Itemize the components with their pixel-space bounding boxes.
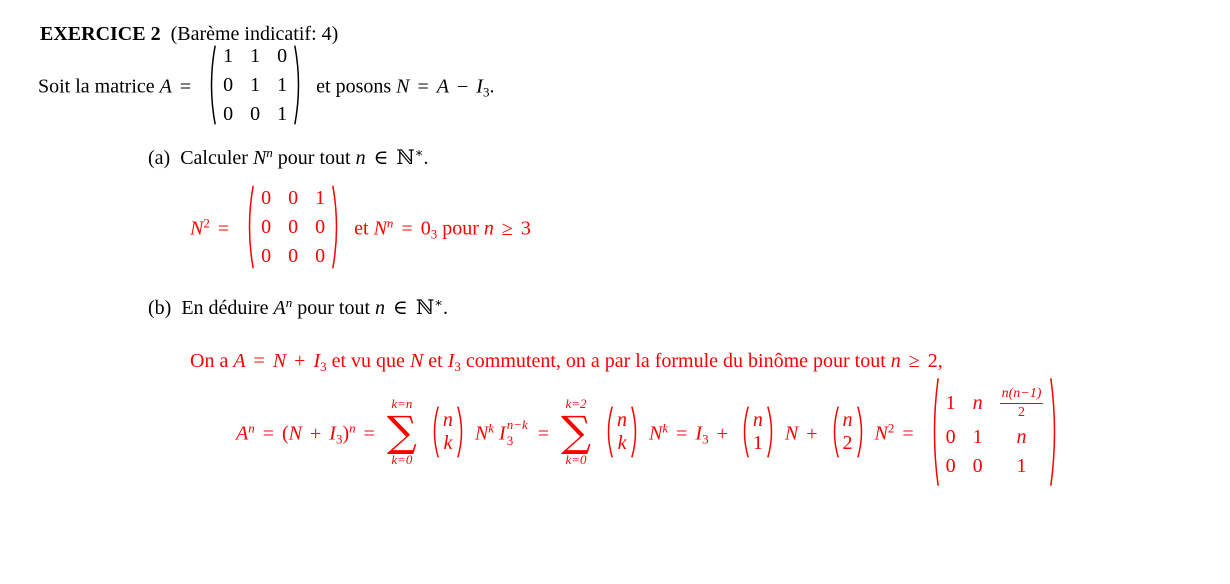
equals-sign: = (217, 217, 230, 240)
equals-sign: = (401, 217, 413, 240)
matrix-N2 (244, 184, 342, 270)
geq-sign: ≥ (908, 350, 920, 372)
equals-sign: = (417, 75, 429, 98)
equals-sign: = (676, 422, 688, 445)
sum-lower-limit: k=0 (391, 451, 413, 467)
item-a (148, 146, 429, 171)
matrix-cell: 0 (288, 187, 299, 209)
superscript-k: k (488, 420, 495, 436)
var-I: I (329, 422, 336, 445)
right-paren-icon (293, 44, 304, 126)
matrix-cell: 1 (277, 74, 288, 96)
left-paren-icon (603, 405, 614, 459)
var-N: N (409, 350, 424, 372)
plus-sign: + (294, 350, 306, 372)
matrix-cell: 1 (1016, 455, 1027, 477)
var-I: I (476, 75, 483, 98)
subscript-3: 3 (320, 358, 327, 374)
var-A: A (436, 75, 449, 98)
var-N: N (272, 350, 287, 372)
summation-k0-to-2 (561, 396, 591, 468)
answer-a-text: et (354, 217, 369, 240)
superscript-star: ∗ (434, 295, 443, 310)
matrix-an-cells (940, 385, 1050, 479)
var-I: I (695, 422, 703, 445)
derivation-text: On a (190, 350, 229, 372)
matrix-a-cells (217, 43, 293, 127)
equals-sign: = (363, 422, 375, 445)
var-I: I (499, 422, 506, 445)
matrix-A-power-n (929, 376, 1061, 488)
matrix-cell: 0 (223, 74, 234, 96)
derivation-text-3: et (428, 350, 443, 372)
var-N: N (373, 217, 387, 240)
sum-upper-limit: k=2 (565, 395, 587, 411)
sigma-icon: ∑ (386, 407, 417, 457)
exercise-grading: (Barème indicatif: 4) (170, 23, 339, 45)
binom-upper: n (617, 409, 628, 431)
superscript-n: n (386, 215, 394, 231)
binom-lower: 1 (752, 432, 763, 454)
right-paren-icon (856, 405, 867, 459)
right-paren-icon (331, 184, 342, 270)
matrix-cell: 0 (261, 216, 272, 238)
var-I: I (447, 350, 455, 372)
sum-upper-limit: k=n (391, 395, 413, 411)
var-I: I (313, 350, 321, 372)
left-paren-icon (929, 376, 940, 488)
matrix-cell: 0 (250, 103, 261, 125)
item-a-text-2: pour tout (277, 147, 351, 170)
period: . (442, 297, 448, 320)
matrix-cell: 1 (972, 426, 983, 448)
binom-lower: k (443, 432, 453, 454)
equals-sign: = (537, 422, 550, 445)
binom-upper: n (442, 409, 453, 431)
left-paren-icon (244, 184, 255, 270)
item-b (148, 296, 448, 321)
derivation-text-2: et vu que (331, 350, 405, 372)
binom-upper: n (842, 409, 853, 431)
matrix-cell: 1 (315, 187, 326, 209)
subscript-3: 3 (454, 358, 461, 374)
superscript-n: n (349, 420, 356, 436)
matrix-cell: 1 (277, 103, 288, 125)
number-2-comma: 2, (927, 350, 943, 372)
fraction-cell (1000, 385, 1044, 421)
superscript-n: n (266, 145, 273, 160)
exercise-number: EXERCICE 2 (40, 23, 161, 45)
matrix-cell: 0 (261, 245, 272, 267)
item-a-text: Calculer (180, 147, 248, 170)
equals-sign: = (262, 422, 274, 445)
var-N: N (874, 422, 888, 445)
var-n: n (355, 147, 366, 170)
answer-a-text-2: pour (442, 217, 479, 240)
var-N: N (649, 422, 663, 445)
var-n: n (890, 350, 901, 372)
var-N: N (784, 422, 799, 445)
matrix-cell: 1 (223, 45, 234, 67)
matrix-cell: 0 (288, 216, 299, 238)
binomial-n-k (429, 405, 467, 459)
superscript-n: n (248, 420, 255, 436)
left-paren-icon (829, 405, 840, 459)
left-paren-icon (429, 405, 440, 459)
matrix-cell: 0 (288, 245, 299, 267)
superscript-n-minus-k: n−k (506, 416, 528, 432)
plus-sign: + (806, 422, 818, 445)
matrix-A (206, 43, 304, 127)
period: . (423, 147, 429, 170)
minus-sign: − (456, 75, 469, 98)
matrix-cell: 1 (250, 74, 261, 96)
left-paren-icon (206, 44, 217, 126)
matrix-cell: 0 (972, 455, 983, 477)
derivation-text-4: commutent, on a par la formule du binôme pour tout (465, 350, 886, 372)
var-N: N (288, 422, 303, 445)
binom-lower: k (617, 432, 627, 454)
binom-lower: 2 (842, 432, 853, 454)
equals-sign: = (179, 75, 192, 98)
superscript-2: 2 (203, 215, 210, 231)
var-N: N (190, 217, 204, 240)
intro-line (38, 46, 494, 130)
item-a-marker: (a) (148, 147, 171, 170)
answer-a-line (190, 187, 531, 273)
matrix-cell: 0 (261, 187, 272, 209)
binomial-formula (236, 379, 1067, 491)
element-of-sign: ∈ (373, 147, 389, 170)
subscript-3: 3 (702, 431, 709, 447)
derivation-sentence (190, 349, 943, 374)
intro-text: Soit la matrice (38, 75, 155, 98)
right-paren: ) (342, 422, 350, 445)
matrix-cell: 0 (223, 103, 234, 125)
fraction-denominator: 2 (1018, 404, 1026, 420)
right-paren-icon (1049, 376, 1060, 488)
right-paren-icon (456, 405, 467, 459)
sum-lower-limit: k=0 (565, 451, 587, 467)
equals-sign: = (902, 422, 914, 445)
left-paren-icon (739, 405, 750, 459)
binomial-n-2 (829, 405, 867, 459)
var-n: n (375, 297, 386, 320)
matrix-cell: 1 (250, 45, 261, 67)
var-N: N (396, 75, 410, 98)
var-N: N (252, 147, 267, 170)
superscript-k: k (662, 420, 669, 436)
right-paren-icon (766, 405, 777, 459)
geq-sign: ≥ (501, 217, 513, 240)
matrix-cell: 1 (945, 392, 956, 414)
naturals-symbol: ℕ (396, 147, 415, 170)
item-b-text: En déduire (181, 297, 269, 320)
period: . (489, 75, 495, 98)
right-paren-icon (630, 405, 641, 459)
item-b-text-2: pour tout (297, 297, 371, 320)
element-of-sign: ∈ (393, 297, 408, 320)
subscript-3: 3 (430, 226, 438, 242)
matrix-n2-cells (255, 185, 331, 269)
fraction-numerator: n(n−1) (1000, 385, 1044, 404)
superscript-2: 2 (887, 420, 895, 436)
equals-sign: = (253, 350, 265, 372)
matrix-cell: n (1016, 426, 1027, 448)
superscript-n: n (285, 295, 293, 310)
zero-matrix-symbol: 0 (420, 217, 431, 240)
sup-sub-stack (507, 417, 528, 450)
plus-sign: + (310, 422, 322, 445)
naturals-symbol: ℕ (415, 297, 435, 320)
summation-k0-to-n (387, 396, 417, 468)
matrix-cell: 0 (315, 216, 326, 238)
matrix-cell: 0 (945, 455, 956, 477)
superscript-star: ∗ (414, 145, 424, 160)
matrix-cell: 0 (945, 426, 956, 448)
sigma-icon: ∑ (561, 407, 592, 457)
binom-upper: n (752, 409, 763, 431)
number-3: 3 (520, 217, 531, 240)
matrix-cell: n (972, 392, 983, 414)
var-A: A (236, 422, 249, 445)
subscript-3: 3 (506, 433, 514, 448)
left-paren: ( (282, 422, 289, 445)
intro-text-2: et posons (316, 75, 392, 98)
item-b-marker: (b) (148, 297, 172, 320)
subscript-3: 3 (335, 431, 343, 447)
var-A: A (233, 350, 246, 372)
binomial-n-1 (739, 405, 777, 459)
matrix-cell: 0 (277, 45, 288, 67)
var-A: A (159, 75, 172, 98)
binomial-n-k (603, 405, 641, 459)
matrix-cell: 0 (315, 245, 326, 267)
plus-sign: + (716, 422, 728, 445)
var-n: n (483, 217, 494, 240)
subscript-3: 3 (482, 84, 490, 100)
var-N: N (474, 422, 489, 445)
var-A: A (273, 297, 286, 320)
